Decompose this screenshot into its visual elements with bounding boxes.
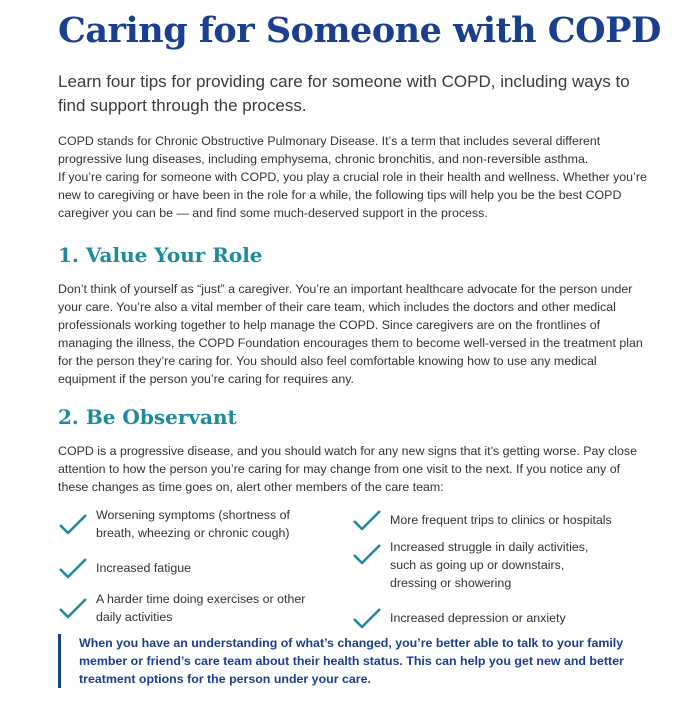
check-item-text: Worsening symptoms (shortness of breath, wheezing or chronic cough) [96, 508, 290, 540]
callout-box [58, 634, 639, 688]
intro-paragraph-1: COPD stands for Chronic Obstructive Pulmonary Disease. It’s a term that includes several different progressive lung diseases, including emphysema, chronic bronchitis, and non-reversible asthma. [58, 134, 601, 166]
list-item [58, 556, 328, 580]
check-item-text: Increased struggle in daily activities, such as going up or downstairs, dressing or showering [390, 540, 589, 590]
intro-paragraph-2: If you’re caring for someone with COPD, you play a crucial role in their health and wellness. Whether you’re new to caregiving or have been in the role for a while, the following tips will help you be the best COPD caregiver you can be — and find some much-deserved support in the process. [58, 170, 647, 220]
checkmark-icon [352, 508, 382, 532]
checkmark-icon [352, 542, 382, 566]
list-item [352, 508, 632, 532]
checklist [58, 504, 650, 644]
list-item [352, 538, 602, 592]
callout-text: When you have an understanding of what’s changed, you’re better able to talk to your family member or friend’s care team about their health status. This can help you get new and better treatment options for the person under your care. [79, 636, 624, 686]
page [58, 8, 661, 644]
section-2-body: COPD is a progressive disease, and you should watch for any new signs that it’s getting worse. Pay close attention to how the person you’re caring for may change from one visit to the next. If you notice any of these changes as time goes on, alert other members of the care team: [58, 444, 637, 494]
lead-paragraph: Learn four tips for providing care for someone with COPD, including ways to find support through the process. [58, 72, 630, 115]
check-item-text: Increased depression or anxiety [390, 611, 566, 625]
section-1-heading: 1. Value Your Role [58, 243, 263, 267]
section-2-heading: 2. Be Observant [58, 405, 237, 429]
check-item-text: A harder time doing exercises or other daily activities [96, 592, 306, 624]
section-1-body: Don’t think of yourself as “just” a caregiver. You’re an important healthcare advocate for the person under your care. You’re also a vital member of their care team, which includes the doctors and other medical professionals working together to help manage the COPD. Since caregivers are on the frontlines of managing the illness, the COPD Foundation encourages them to become well-versed in the treatment plan for the person they’re caring for. You should also feel comfortable knowing how to use any medical equipment if the person you’re caring for requires any. [58, 282, 643, 386]
checkmark-icon [58, 512, 88, 536]
checkmark-icon [352, 606, 382, 630]
check-item-text: More frequent trips to clinics or hospitals [390, 513, 612, 527]
page-title: Caring for Someone with COPD [58, 10, 661, 51]
check-item-text: Increased fatigue [96, 561, 192, 575]
checkmark-icon [58, 596, 88, 620]
list-item [58, 506, 328, 542]
list-item [58, 590, 328, 626]
checkmark-icon [58, 556, 88, 580]
list-item [352, 606, 632, 630]
